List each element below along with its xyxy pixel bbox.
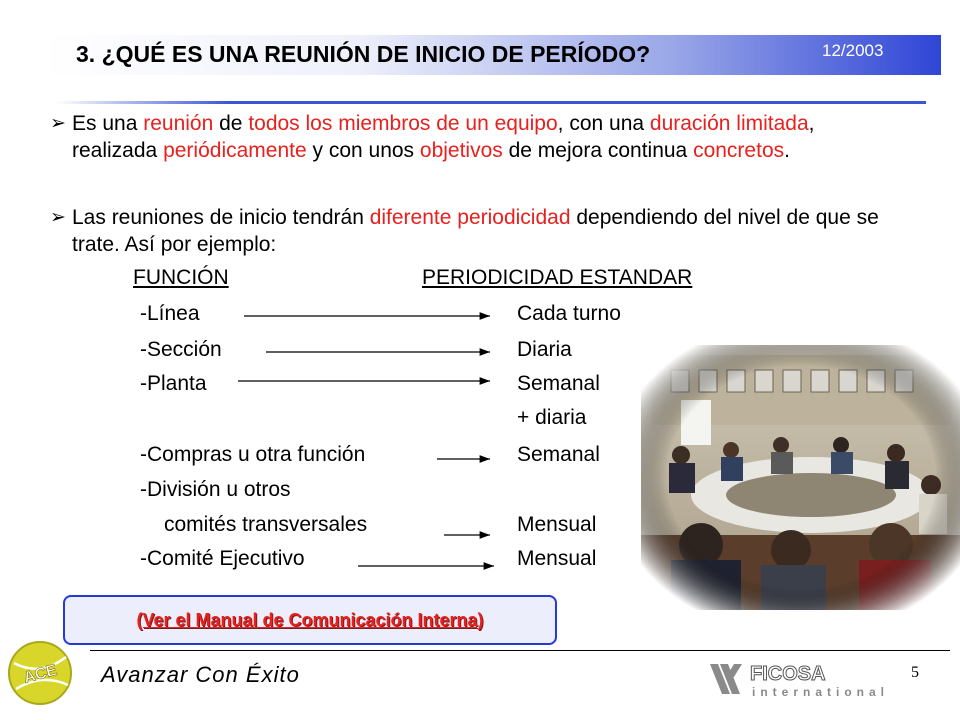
manual-link-box[interactable] <box>63 595 557 645</box>
ficosa-logo-name: FICOSA <box>750 663 826 685</box>
bullet-text-segment: de <box>213 112 249 135</box>
column-header-function: FUNCIÓN <box>133 266 229 289</box>
period-comite-ejecutivo: Mensual <box>517 547 597 570</box>
footer-divider <box>90 650 950 651</box>
highlighted-term: todos los miembros de un equipo <box>248 112 558 135</box>
highlighted-term: concretos <box>693 139 785 162</box>
highlighted-term: reunión <box>143 112 214 135</box>
slide-date: 12/2003 <box>822 41 884 60</box>
period-planta: Semanal <box>517 372 600 395</box>
function-division: -División u otros <box>140 478 291 501</box>
highlighted-term: objetivos <box>419 139 503 162</box>
bullet-arrow-icon: ➢ <box>50 113 66 134</box>
ace-logo <box>6 639 74 707</box>
ace-logo-text: ACE <box>21 661 59 688</box>
ficosa-logo-sub: international <box>752 685 890 699</box>
period-seccion: Diaria <box>517 338 572 361</box>
bullet-text-segment: Es una <box>72 112 144 135</box>
highlighted-term: periódicamente <box>163 139 307 162</box>
function-comites: comités transversales <box>164 513 368 536</box>
bullet-text-segment: Las reuniones de inicio tendrán <box>72 206 370 229</box>
bullet-text-segment: , realizada <box>72 112 815 162</box>
period-compras: Semanal <box>517 443 600 466</box>
bullet-text-segment: dependiendo del nivel de que se trate. Así por ejemplo: <box>72 206 879 256</box>
bullet-text-segment: de mejora continua <box>502 139 694 162</box>
function-linea: -Línea <box>140 302 200 325</box>
manual-link[interactable]: (Ver el Manual de Comunicación Interna) <box>136 609 484 630</box>
function-comite-ejecutivo: -Comité Ejecutivo <box>140 547 305 570</box>
bullet-arrow-icon: ➢ <box>50 207 66 228</box>
column-header-period: PERIODICIDAD ESTANDAR <box>422 266 693 289</box>
function-seccion: -Sección <box>140 338 222 361</box>
footer-slogan: Avanzar Con Éxito <box>101 662 300 687</box>
page-number: 5 <box>911 664 919 681</box>
bullet-text-segment: . <box>784 139 790 162</box>
function-planta: -Planta <box>140 372 207 395</box>
period-linea: Cada turno <box>517 302 621 325</box>
bullet-text-segment: , con una <box>557 112 650 135</box>
highlighted-term: duración limitada <box>649 112 809 135</box>
ficosa-logo <box>710 660 890 700</box>
period-comites: Mensual <box>517 513 597 536</box>
meeting-room-photo <box>641 345 960 610</box>
function-compras: -Compras u otra función <box>140 443 366 466</box>
period-planta-extra: + diaria <box>517 406 587 429</box>
highlighted-term: diferente periodicidad <box>369 206 571 229</box>
slide-title: 3. ¿QUÉ ES UNA REUNIÓN DE INICIO DE PERÍODO? <box>76 41 651 67</box>
bullet-text-segment: y con unos <box>306 139 420 162</box>
